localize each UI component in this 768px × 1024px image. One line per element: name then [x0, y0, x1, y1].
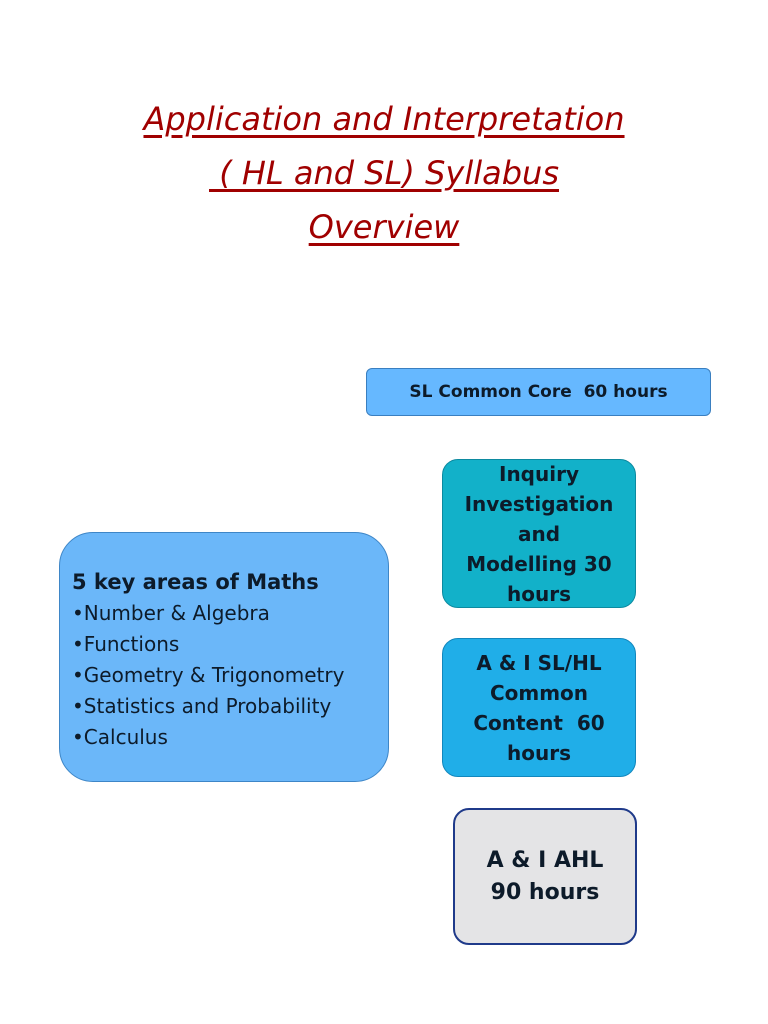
list-item: •Number & Algebra	[72, 601, 270, 625]
common-content-box	[442, 638, 636, 777]
ahl-box	[453, 808, 637, 945]
ahl-line: 90 hours	[490, 879, 600, 905]
common-content-line: Content 60	[473, 710, 605, 735]
common-content-line: A & I SL/HL	[476, 650, 602, 675]
inquiry-line: Investigation	[464, 491, 614, 516]
title-line-2: ( HL and SL) Syllabus	[209, 154, 559, 192]
common-content-line: Common	[489, 680, 589, 705]
sl-common-core-label: SL Common Core 60 hours	[409, 382, 668, 402]
key-areas-heading: 5 key areas of Maths	[72, 570, 319, 594]
list-item: •Calculus	[72, 725, 168, 749]
page-title	[0, 92, 768, 254]
ahl-line: A & I AHL	[486, 847, 604, 873]
inquiry-line: Inquiry	[499, 461, 579, 486]
list-item: •Statistics and Probability	[72, 694, 332, 718]
title-line-3: Overview	[308, 208, 460, 246]
inquiry-line: hours	[507, 581, 571, 606]
sl-common-core-box	[366, 368, 711, 416]
key-areas-list	[72, 598, 388, 753]
list-item: •Functions	[72, 632, 180, 656]
title-line-1: Application and Interpretation	[143, 100, 625, 138]
common-content-line: hours	[507, 740, 571, 765]
inquiry-investigation-modelling-box	[442, 459, 636, 608]
inquiry-line: and	[517, 521, 561, 546]
inquiry-line: Modelling 30	[466, 551, 612, 576]
key-areas-box	[59, 532, 389, 782]
list-item: •Geometry & Trigonometry	[72, 663, 345, 687]
